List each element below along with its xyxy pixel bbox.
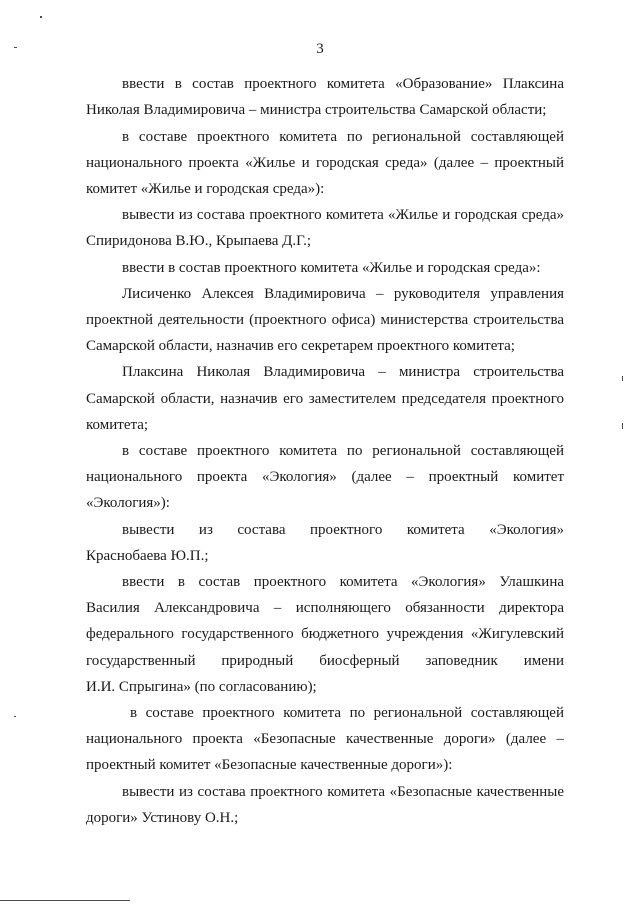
text-line: Николая Владимировича – министра строительства Самарской области;: [86, 102, 547, 118]
text-line: Спиридонова В.Ю., Крыпаева Д.Г.;: [86, 233, 312, 249]
text-line: Василия Александровича – исполняющего обязанности директора: [86, 600, 564, 616]
text-line: ввести в состав проектного комитета «Образование» Плаксина: [122, 76, 564, 92]
text-line: национального проекта «Безопасные качественные дороги» (далее –: [86, 731, 564, 747]
text-line: Плаксина Николая Владимировича – министра строительства: [122, 364, 564, 380]
text-line: И.И. Спрыгина» (по согласованию);: [86, 679, 317, 695]
text-line: национального проекта «Экология» (далее – проектный комитет: [86, 469, 564, 485]
text-line: Лисиченко Алексея Владимировича – руководителя управления: [122, 286, 564, 302]
text-line: комитета;: [86, 417, 149, 433]
scan-mark-right-2: [622, 423, 623, 429]
text-line: федерального государственного бюджетного учреждения «Жигулевский: [86, 626, 564, 642]
text-line: «Экология»):: [86, 495, 170, 511]
text-line: дороги» Устинову О.Н.;: [86, 810, 239, 826]
text-line: в составе проектного комитета по региональной составляющей: [122, 443, 564, 459]
text-line: комитет «Жилье и городская среда»):: [86, 181, 325, 197]
scan-mark-top-left: [40, 16, 42, 18]
text-line: национального проекта «Жилье и городская среда» (далее – проектный: [86, 155, 564, 171]
text-line: государственный природный биосферный заповедник имени: [86, 653, 564, 669]
text-line: вывести из состава проектного комитета «Экология»: [122, 522, 564, 538]
text-line: в составе проектного комитета по региональной составляющей: [130, 705, 564, 721]
text-line: ввести в состав проектного комитета «Жилье и городская среда»:: [122, 260, 541, 276]
scan-mark-bottom-line: [0, 900, 130, 901]
page-number: 3: [316, 41, 324, 57]
text-line: Краснобаева Ю.П.;: [86, 548, 209, 564]
text-line: вывести из состава проектного комитета «Безопасные качественные: [122, 784, 564, 800]
text-line: проектный комитет «Безопасные качественные дороги»):: [86, 757, 453, 773]
text-line: ввести в состав проектного комитета «Экология» Улашкина: [122, 574, 564, 590]
text-line: проектной деятельности (проектного офиса) министерства строительства: [86, 312, 564, 328]
text-line: вывести из состава проектного комитета «Жилье и городская среда»: [122, 207, 564, 223]
scan-mark-left-2: [14, 716, 16, 717]
text-line: Самарской области, назначив его заместителем председателя проектного: [86, 391, 564, 407]
scan-mark-right-1: [622, 376, 623, 381]
text-line: в составе проектного комитета по региональной составляющей: [122, 129, 564, 145]
text-line: Самарской области, назначив его секретарем проектного комитета;: [86, 338, 515, 354]
